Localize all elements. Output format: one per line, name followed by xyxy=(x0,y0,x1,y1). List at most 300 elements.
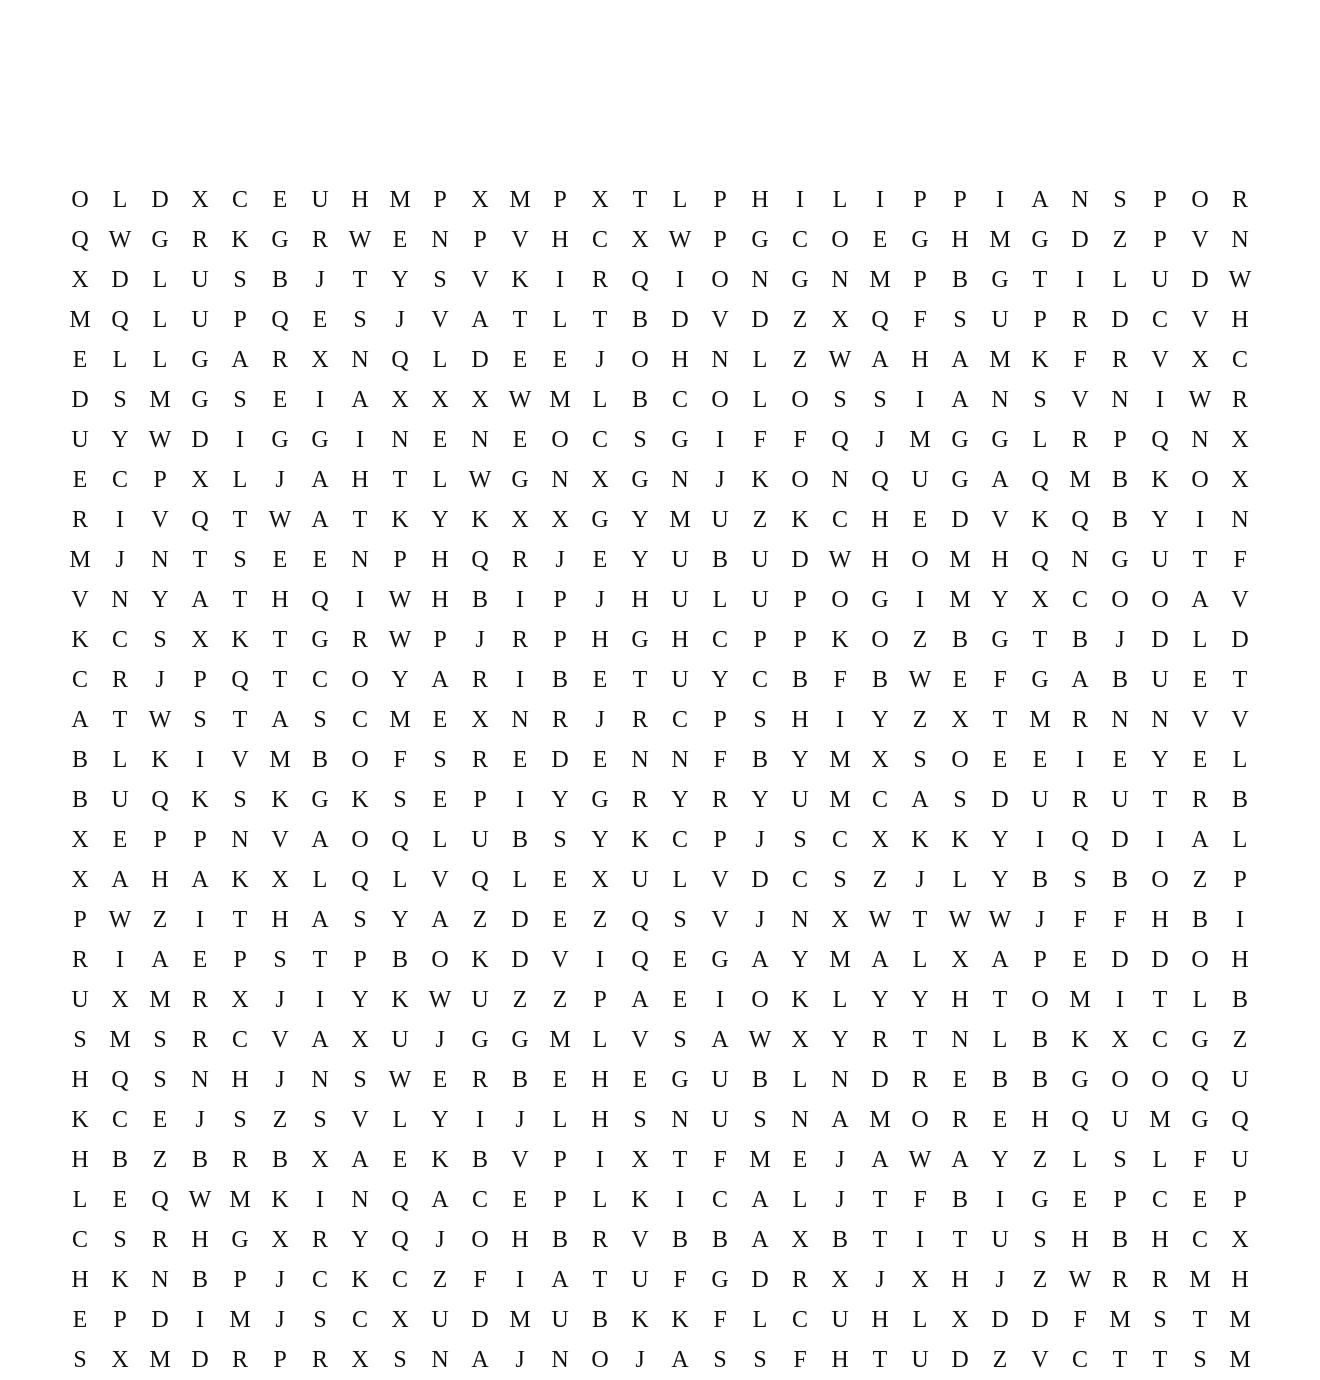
grid-letter: P xyxy=(1153,187,1167,213)
grid-letter: X xyxy=(311,1147,329,1173)
grid-letter: J xyxy=(515,1347,525,1373)
grid-letter: G xyxy=(991,267,1009,293)
grid-letter: D xyxy=(471,1307,489,1333)
grid-letter: G xyxy=(231,1227,249,1253)
grid-letter: A xyxy=(1031,187,1049,213)
grid-letter: A xyxy=(351,387,369,413)
grid-letter: P xyxy=(233,1267,247,1293)
grid-letter: A xyxy=(191,867,209,893)
grid-letter: L xyxy=(952,867,968,893)
grid-letter: E xyxy=(112,1187,128,1213)
grid-letter: E xyxy=(312,547,328,573)
grid-letter: H xyxy=(431,547,449,573)
grid-letter: Y xyxy=(111,427,129,453)
grid-letter: L xyxy=(992,1027,1008,1053)
grid-letter: E xyxy=(872,227,888,253)
grid-letter: H xyxy=(151,867,169,893)
grid-letter: X xyxy=(71,867,89,893)
grid-letter: O xyxy=(831,227,849,253)
grid-letter: W xyxy=(1188,387,1212,413)
grid-letter: A xyxy=(951,1147,969,1173)
grid-letter: T xyxy=(352,267,368,293)
grid-letter: E xyxy=(512,747,528,773)
grid-letter: I xyxy=(516,587,524,613)
grid-letter: T xyxy=(912,907,928,933)
grid-letter: S xyxy=(353,1067,367,1093)
grid-letter: Y xyxy=(991,587,1009,613)
grid-letter: C xyxy=(1191,1227,1208,1253)
grid-letter: E xyxy=(272,187,288,213)
grid-letter: N xyxy=(551,1347,569,1373)
grid-letter: Q xyxy=(1031,547,1049,573)
grid-letter: K xyxy=(111,1267,129,1293)
grid-letter: I xyxy=(716,987,724,1013)
grid-letter: E xyxy=(792,1147,808,1173)
grid-letter: P xyxy=(153,467,167,493)
grid-letter: K xyxy=(791,987,809,1013)
grid-letter: Z xyxy=(472,907,488,933)
grid-letter: H xyxy=(751,187,769,213)
grid-letter: N xyxy=(1151,707,1169,733)
grid-letter: S xyxy=(73,1347,87,1373)
grid-letter: H xyxy=(1231,1267,1249,1293)
grid-letter: B xyxy=(391,947,408,973)
grid-letter: S xyxy=(1073,867,1087,893)
grid-letter: L xyxy=(152,307,168,333)
grid-letter: H xyxy=(351,467,369,493)
grid-letter: X xyxy=(511,507,529,533)
grid-letter: E xyxy=(72,347,88,373)
grid-letter: Y xyxy=(991,1147,1009,1173)
grid-letter: C xyxy=(231,1027,248,1053)
grid-letter: I xyxy=(116,507,124,533)
grid-letter: L xyxy=(1072,1147,1088,1173)
grid-letter: Q xyxy=(111,307,129,333)
grid-letter: P xyxy=(553,587,567,613)
grid-letter: J xyxy=(755,827,765,853)
grid-letter: U xyxy=(311,187,329,213)
grid-letter: E xyxy=(992,1107,1008,1133)
grid-letter: U xyxy=(1031,787,1049,813)
grid-letter: D xyxy=(71,387,89,413)
grid-letter: R xyxy=(1191,787,1208,813)
grid-letter: O xyxy=(1111,1067,1129,1093)
grid-letter: Q xyxy=(311,587,329,613)
grid-letter: D xyxy=(751,307,769,333)
grid-letter: K xyxy=(1071,1027,1089,1053)
grid-letter: P xyxy=(913,267,927,293)
grid-letter: N xyxy=(1071,187,1089,213)
grid-letter: E xyxy=(392,227,408,253)
grid-letter: P xyxy=(1153,227,1167,253)
grid-letter: T xyxy=(1032,267,1048,293)
grid-letter: H xyxy=(671,347,689,373)
grid-letter: D xyxy=(1111,307,1129,333)
grid-letter: X xyxy=(631,1147,649,1173)
grid-letter: T xyxy=(232,507,248,533)
grid-letter: M xyxy=(949,587,971,613)
grid-letter: R xyxy=(1151,1267,1168,1293)
grid-letter: C xyxy=(1151,1027,1168,1053)
grid-letter: C xyxy=(311,1267,328,1293)
grid-letter: Y xyxy=(1151,507,1169,533)
grid-letter: J xyxy=(595,347,605,373)
grid-letter: L xyxy=(912,1307,928,1333)
grid-letter: U xyxy=(671,547,689,573)
grid-letter: J xyxy=(835,1187,845,1213)
grid-letter: Y xyxy=(351,987,369,1013)
grid-letter: D xyxy=(1031,1307,1049,1333)
grid-letter: Q xyxy=(1231,1107,1249,1133)
grid-letter: S xyxy=(113,1227,127,1253)
grid-letter: K xyxy=(751,467,769,493)
grid-letter: T xyxy=(1152,987,1168,1013)
grid-letter: J xyxy=(275,1067,285,1093)
grid-letter: K xyxy=(471,507,489,533)
grid-letter: E xyxy=(592,747,608,773)
grid-letter: K xyxy=(471,947,489,973)
grid-letter: A xyxy=(471,1347,489,1373)
grid-letter: M xyxy=(509,187,531,213)
grid-letter: Y xyxy=(431,1107,449,1133)
grid-letter: C xyxy=(471,1187,488,1213)
grid-letter: O xyxy=(871,627,889,653)
grid-letter: U xyxy=(1151,547,1169,573)
grid-letter: S xyxy=(793,827,807,853)
grid-letter: V xyxy=(151,507,169,533)
grid-letter: D xyxy=(151,187,169,213)
grid-letter: Y xyxy=(991,867,1009,893)
grid-letter: G xyxy=(271,427,289,453)
grid-letter: F xyxy=(913,307,927,333)
grid-letter: X xyxy=(351,1347,369,1373)
grid-letter: B xyxy=(471,1147,488,1173)
grid-letter: S xyxy=(753,707,767,733)
grid-letter: W xyxy=(468,467,492,493)
grid-letter: P xyxy=(793,627,807,653)
grid-letter: R xyxy=(271,347,288,373)
grid-letter: A xyxy=(311,907,329,933)
grid-letter: S xyxy=(633,427,647,453)
grid-letter: T xyxy=(992,707,1008,733)
grid-letter: R xyxy=(111,667,128,693)
grid-letter: E xyxy=(152,1107,168,1133)
grid-letter: A xyxy=(431,1187,449,1213)
grid-letter: V xyxy=(631,1227,649,1253)
grid-letter: C xyxy=(71,667,88,693)
grid-letter: G xyxy=(1031,667,1049,693)
grid-letter: S xyxy=(233,547,247,573)
grid-letter: S xyxy=(873,387,887,413)
grid-letter: J xyxy=(475,627,485,653)
grid-letter: B xyxy=(1231,987,1248,1013)
grid-letter: G xyxy=(151,227,169,253)
grid-letter: C xyxy=(351,1307,368,1333)
grid-letter: N xyxy=(551,467,569,493)
grid-letter: D xyxy=(151,1307,169,1333)
grid-letter: E xyxy=(592,667,608,693)
grid-letter: B xyxy=(551,667,568,693)
grid-letter: X xyxy=(191,187,209,213)
grid-letter: H xyxy=(871,547,889,573)
grid-letter: V xyxy=(1231,707,1249,733)
grid-letter: R xyxy=(1071,307,1088,333)
grid-letter: B xyxy=(1031,1027,1048,1053)
grid-letter: R xyxy=(191,987,208,1013)
grid-letter: G xyxy=(671,1067,689,1093)
grid-letter: P xyxy=(1033,307,1047,333)
grid-letter: W xyxy=(108,227,132,253)
grid-letter: A xyxy=(271,707,289,733)
grid-letter: P xyxy=(1233,1187,1247,1213)
grid-letter: J xyxy=(915,867,925,893)
grid-letter: A xyxy=(471,307,489,333)
grid-letter: H xyxy=(71,1267,89,1293)
grid-letter: V xyxy=(511,1147,529,1173)
grid-letter: S xyxy=(153,1067,167,1093)
grid-letter: I xyxy=(876,187,884,213)
grid-letter: D xyxy=(671,307,689,333)
grid-letter: K xyxy=(391,507,409,533)
grid-letter: C xyxy=(111,627,128,653)
grid-letter: K xyxy=(231,227,249,253)
grid-letter: E xyxy=(72,1307,88,1333)
grid-letter: O xyxy=(951,747,969,773)
grid-letter: K xyxy=(631,1307,649,1333)
grid-letter: M xyxy=(669,507,691,533)
grid-letter: X xyxy=(791,1227,809,1253)
grid-letter: U xyxy=(1111,787,1129,813)
grid-letter: Q xyxy=(351,867,369,893)
grid-letter: M xyxy=(1029,707,1051,733)
grid-letter: O xyxy=(911,1107,929,1133)
grid-letter: T xyxy=(592,307,608,333)
grid-letter: J xyxy=(995,1267,1005,1293)
grid-letter: I xyxy=(596,1147,604,1173)
grid-letter: P xyxy=(553,1147,567,1173)
grid-letter: R xyxy=(631,707,648,733)
grid-letter: X xyxy=(951,707,969,733)
grid-letter: H xyxy=(1231,947,1249,973)
grid-letter: B xyxy=(1031,1067,1048,1093)
grid-letter: U xyxy=(471,827,489,853)
grid-letter: J xyxy=(555,547,565,573)
grid-letter: H xyxy=(671,627,689,653)
grid-letter: B xyxy=(191,1267,208,1293)
grid-letter: I xyxy=(516,1267,524,1293)
grid-letter: K xyxy=(71,1107,89,1133)
grid-letter: Z xyxy=(512,987,528,1013)
grid-letter: F xyxy=(913,1187,927,1213)
grid-letter: S xyxy=(553,827,567,853)
grid-letter: W xyxy=(908,667,932,693)
grid-letter: D xyxy=(471,347,489,373)
grid-letter: O xyxy=(791,387,809,413)
grid-letter: S xyxy=(393,1347,407,1373)
grid-letter: D xyxy=(511,907,529,933)
grid-letter: R xyxy=(1111,1267,1128,1293)
grid-letter: U xyxy=(1231,1147,1249,1173)
grid-letter: K xyxy=(231,867,249,893)
grid-letter: S xyxy=(153,1027,167,1053)
grid-letter: T xyxy=(1192,547,1208,573)
grid-letter: P xyxy=(1033,947,1047,973)
grid-letter: A xyxy=(551,1267,569,1293)
grid-letter: L xyxy=(1152,1147,1168,1173)
grid-letter: K xyxy=(351,1267,369,1293)
grid-letter: I xyxy=(596,947,604,973)
grid-letter: O xyxy=(351,667,369,693)
grid-letter: O xyxy=(1031,987,1049,1013)
grid-letter: X xyxy=(831,907,849,933)
grid-letter: Y xyxy=(391,667,409,693)
grid-letter: R xyxy=(151,1227,168,1253)
grid-letter: X xyxy=(431,387,449,413)
grid-letter: S xyxy=(753,1347,767,1373)
grid-letter: G xyxy=(1031,1187,1049,1213)
grid-letter: N xyxy=(191,1067,209,1093)
grid-letter: X xyxy=(391,387,409,413)
grid-letter: O xyxy=(1191,187,1209,213)
grid-letter: L xyxy=(432,347,448,373)
grid-letter: T xyxy=(112,707,128,733)
grid-letter: M xyxy=(869,267,891,293)
grid-letter: P xyxy=(273,1347,287,1373)
grid-letter: Y xyxy=(911,987,929,1013)
grid-letter: N xyxy=(631,747,649,773)
grid-letter: U xyxy=(191,267,209,293)
grid-letter: H xyxy=(71,1147,89,1173)
grid-letter: I xyxy=(196,747,204,773)
grid-letter: F xyxy=(393,747,407,773)
grid-letter: A xyxy=(1071,667,1089,693)
grid-letter: W xyxy=(1068,1267,1092,1293)
grid-letter: H xyxy=(551,227,569,253)
grid-letter: T xyxy=(1192,1307,1208,1333)
grid-letter: F xyxy=(713,747,727,773)
grid-letter: N xyxy=(511,707,529,733)
grid-letter: T xyxy=(672,1147,688,1173)
grid-letter: W xyxy=(1228,267,1252,293)
grid-letter: A xyxy=(311,467,329,493)
grid-letter: A xyxy=(671,1347,689,1373)
grid-letter: X xyxy=(1231,1227,1249,1253)
grid-letter: K xyxy=(671,1307,689,1333)
grid-letter: X xyxy=(111,987,129,1013)
grid-letter: K xyxy=(511,267,529,293)
grid-letter: X xyxy=(631,227,649,253)
grid-letter: X xyxy=(1031,587,1049,613)
grid-letter: Z xyxy=(872,867,888,893)
grid-letter: F xyxy=(993,667,1007,693)
grid-letter: D xyxy=(1071,227,1089,253)
grid-letter: E xyxy=(432,427,448,453)
grid-letter: I xyxy=(516,667,524,693)
grid-letter: S xyxy=(1153,1307,1167,1333)
grid-letter: N xyxy=(991,387,1009,413)
grid-letter: A xyxy=(311,827,329,853)
grid-letter: R xyxy=(191,227,208,253)
grid-letter: L xyxy=(232,467,248,493)
grid-letter: L xyxy=(72,1187,88,1213)
grid-letter: X xyxy=(111,1347,129,1373)
grid-letter: L xyxy=(1112,267,1128,293)
grid-letter: Y xyxy=(151,587,169,613)
grid-letter: C xyxy=(671,707,688,733)
grid-letter: N xyxy=(671,747,689,773)
grid-letter: L xyxy=(392,867,408,893)
grid-letter: W xyxy=(948,907,972,933)
grid-letter: L xyxy=(792,1187,808,1213)
grid-letter: Q xyxy=(1031,467,1049,493)
grid-letter: O xyxy=(791,467,809,493)
grid-letter: M xyxy=(1109,1307,1131,1333)
grid-letter: L xyxy=(1192,987,1208,1013)
grid-letter: I xyxy=(116,947,124,973)
grid-letter: P xyxy=(553,1187,567,1213)
grid-letter: F xyxy=(673,1267,687,1293)
grid-letter: A xyxy=(351,1147,369,1173)
grid-letter: M xyxy=(549,387,571,413)
grid-letter: D xyxy=(871,1067,889,1093)
grid-letter: P xyxy=(953,187,967,213)
grid-letter: N xyxy=(1231,507,1249,533)
grid-letter: C xyxy=(391,1267,408,1293)
grid-letter: B xyxy=(1031,867,1048,893)
grid-letter: E xyxy=(952,1067,968,1093)
grid-letter: I xyxy=(196,1307,204,1333)
grid-letter: G xyxy=(191,347,209,373)
grid-letter: X xyxy=(871,747,889,773)
grid-letter: I xyxy=(316,387,324,413)
grid-letter: E xyxy=(1192,667,1208,693)
grid-letter: U xyxy=(671,587,689,613)
grid-letter: E xyxy=(512,1187,528,1213)
grid-letter: D xyxy=(791,547,809,573)
grid-letter: B xyxy=(751,747,768,773)
grid-letter: L xyxy=(552,1107,568,1133)
grid-letter: S xyxy=(953,787,967,813)
grid-letter: K xyxy=(71,627,89,653)
grid-letter: I xyxy=(1156,827,1164,853)
grid-letter: Z xyxy=(152,907,168,933)
grid-letter: N xyxy=(231,827,249,853)
grid-letter: M xyxy=(149,387,171,413)
grid-letter: U xyxy=(1151,667,1169,693)
grid-letter: V xyxy=(351,1107,369,1133)
grid-letter: M xyxy=(509,1307,531,1333)
grid-letter: W xyxy=(828,347,852,373)
grid-letter: P xyxy=(713,227,727,253)
grid-letter: V xyxy=(1191,227,1209,253)
grid-letter: G xyxy=(951,427,969,453)
grid-letter: H xyxy=(231,1067,249,1093)
grid-letter: Q xyxy=(871,467,889,493)
grid-letter: S xyxy=(433,747,447,773)
grid-letter: X xyxy=(471,387,489,413)
grid-letter: K xyxy=(631,1187,649,1213)
grid-letter: Y xyxy=(391,267,409,293)
grid-letter: E xyxy=(672,987,688,1013)
grid-letter: L xyxy=(432,827,448,853)
grid-letter: C xyxy=(871,787,888,813)
grid-letter: B xyxy=(111,1147,128,1173)
grid-letter: J xyxy=(515,1107,525,1133)
grid-letter: V xyxy=(231,747,249,773)
grid-letter: Q xyxy=(1071,507,1089,533)
grid-letter: U xyxy=(911,1347,929,1373)
grid-letter: T xyxy=(312,947,328,973)
